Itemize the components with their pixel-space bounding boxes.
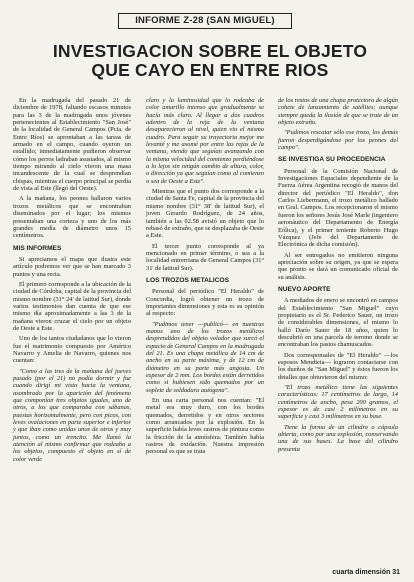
section-heading: SE INVESTIGA SU PROCEDENCIA <box>278 156 386 164</box>
quote-paragraph: "Como a las tres de la mañana del jueves pasado (por el 21) no podía dormir y fue cuando dirigí mi vista hacia la ventana, asombrado por la aparición del fenómeno que componían tres objetos iguales, uno de otros, a los que comparaba con sábanas, puestas horizontalmente, pero con picos, con leves ovalaciones en parte superior e inferior y que iban como unidas unos de otros y muy juntos, como un trencito. Me llamó la atención al mismo confirmar que rodeaba a los objetos, compuesto el objeto en sí de color verde <box>13 367 131 463</box>
quote-paragraph: de los restos de una chapa protectora de algún cohete de lanzamiento de satélites; aunque siempre queda la ilusión de que se trate de un objeto extraño. <box>278 97 398 127</box>
article-column-3 <box>278 97 398 456</box>
quote-paragraph: claro y la luminosidad que lo rodeaba de color amarillo intenso que gradualmente se hacía más claro. Al llegar a dos cuadros adentro de la reja de la ventana desaparecieron al nivel, quien vio el mismo cuadro. Para seguir su trayectoria mejor me levanté y me asomé por entre las rejas de la ventana, viendo que seguían avanzando con la misma velocidad del comienzo perdiéndose a lo lejos sin ningún cambio de altura, color, o dirección ya que seguían como al comienzo o sea de Oeste a Este". <box>146 97 264 185</box>
article-column-2 <box>146 97 264 459</box>
quote-paragraph: "El trozo metálico tiene las siguientes características: 17 centímetros de largo, 14 centímetros de ancho, pesa 200 gramos, el espesor es de casi 2 milímetros en su superficie y casi 3 milímetros en su base. <box>278 384 398 421</box>
page-footer: cuarta dimensión 31 <box>332 569 400 576</box>
quote-paragraph: "Pudimos rescatar sólo ese trozo, los demás fueron desperdigándose por los peones del campo". <box>278 129 398 152</box>
section-tag: INFORME Z-28 (SAN MIGUEL) <box>118 13 292 29</box>
article-column-1 <box>13 97 131 466</box>
section-heading: LOS TROZOS METALICOS <box>146 276 230 284</box>
paragraph: Dos corresponsales de "El Heraldo" —los esposos Mendieta— lograron contactarse con los dueños de "San Miguel" y éstos fueron los detalles que obtuvieron del mismo: <box>278 351 398 381</box>
article-headline: INVESTIGACION SOBRE EL OBJETO QUE CAYO EN ENTRE RIOS <box>52 41 368 80</box>
paragraph: Si apreciamos el mapa que ilustra este artículo podremos ver que se han marcado 3 puntos y una recta. <box>13 255 131 278</box>
paragraph: Al ser entregados no emitieron ninguna apreciación sobre su origen, ya que se espera que pronto se dará un comunicado oficial de su análisis. <box>278 251 398 281</box>
paragraph: Mientras que el punto dos corresponde a la ciudad de Santa Fe, capital de la provincia del mismo nombre (31° 38' de latitud Sur), el joven Gerardo Rodríguez, de 24 años, también a las 02.58 avistó un objeto que lo rebasó de extraño, que se desplazaba de Oeste a Este. <box>146 188 264 240</box>
section-heading: MIS INFORMES <box>13 244 62 252</box>
paragraph: En la madrugada del pasado 21 de diciembre de 1978, faltando escasos minutos para las 3 de la madrugada unos jóvenes pertenecientes al Establecimiento "San José" de la localidad de General Campos (Pcia. de Entre Ríos) se aprontaban a las tareas de armado en el campo, cuando oyeron un estallido; inmediatamente pudieron observar cómo los perros ladraban asustados, al mismo tiempo mirando al cielo vieron una masa incandescente de la cual se desprendían chispas, mientras el cuerpo principal se perdía de vista al Este (llegó del Oeste). <box>13 97 132 193</box>
paragraph: En una carta personal nos cuentan: "El metal era muy duro, con los bordes quemados, derretidos y en otros sectores como arrancados por la explosión. En la superficie había leves rastros de pintura como la fricción de la atmósfera. También había rastros de oxidación. Nuestra impresión personal es que se trata <box>146 397 264 456</box>
quote-paragraph: Tiene la forma de un cilindro o cápsula abierta, como por una explosión, conservando una de sus bases. La base del cilindro presenta <box>278 423 398 453</box>
quote-paragraph: "Pudimos tener —publicó— en nuestras manos uno de los trozos metálicos desprendidos del objeto volador que surcó el espacio de General Campos en la madrugada del 21. Es una chapa metálica de 14 cm de ancho en su parte máxima, y de 12 cm de diámetro en su parte más angosta. Un espesor de 2 mm. Los bordes están derretidos como si hubiesen sido quemados por un soplete de soldadura autógena". <box>146 320 264 394</box>
paragraph: Uno de los tantos ciudadanos que lo vieron fue el matrimonio compuesto por Américo Navarro y Amelia de Navarro, quienes nos cuentan: <box>13 335 131 365</box>
paragraph: Personal del periódico "El Heraldo" de Concordia, logró obtener un trozo de importantes dimensiones y esta es su opinión al respecto: <box>146 288 264 318</box>
paragraph: El tercer punto corresponde al ya mencionado en primer término, o sea a la localidad entrerriana de General Campos (31° 31' de latitud Sur). <box>146 242 264 272</box>
section-heading: NUEVO APORTE <box>278 285 331 293</box>
paragraph: El primero corresponde a la ubicación de la ciudad de Córdoba, capital de la provincia del mismo nombre (31° 24' de latitud Sur), donde varios testimonios dan cuenta de que ese mismo día aproximadamente a las 3 de la mañana vieron cruzar el cielo por un objeto de Oeste a Este. <box>13 280 131 332</box>
paragraph: Personal de la Comisión Nacional de Investigaciones Espaciales dependiente de la Fuerza Aérea Argentina recogió de manos del director del periódico "El Heraldo", don Carlos Liebermann, el trozo metálico hallado en Gral. Campos. Los recepcionaron el mismo fueron los señores Jesús José Marle (ingeniero aeronáutico del Departamento de Energía Eólica), y el primer teniente Roberto Hugo Vázquez (Jefe del Departamento de Electrónica de dicha comisión). <box>278 167 398 249</box>
paragraph: A mediados de enero se encontró en campos del Establecimiento "San Miguel" cuyo propietario es el Sr. Federico Sauer, un trozo de considerables dimensiones, el mismo lo halló Darío Sauer de 18 años, quien lo descubrió en una parcela de terreno donde se encontraban los pastos chamuscados. <box>278 297 398 349</box>
paragraph: A la mañana, los peones hallaron varios trozos metálicos que se encontraban diseminados por el lugar; los mismos presentaban una corteza y uno de los más grandes medía de diámetro unos 15 centímetros. <box>13 195 131 240</box>
